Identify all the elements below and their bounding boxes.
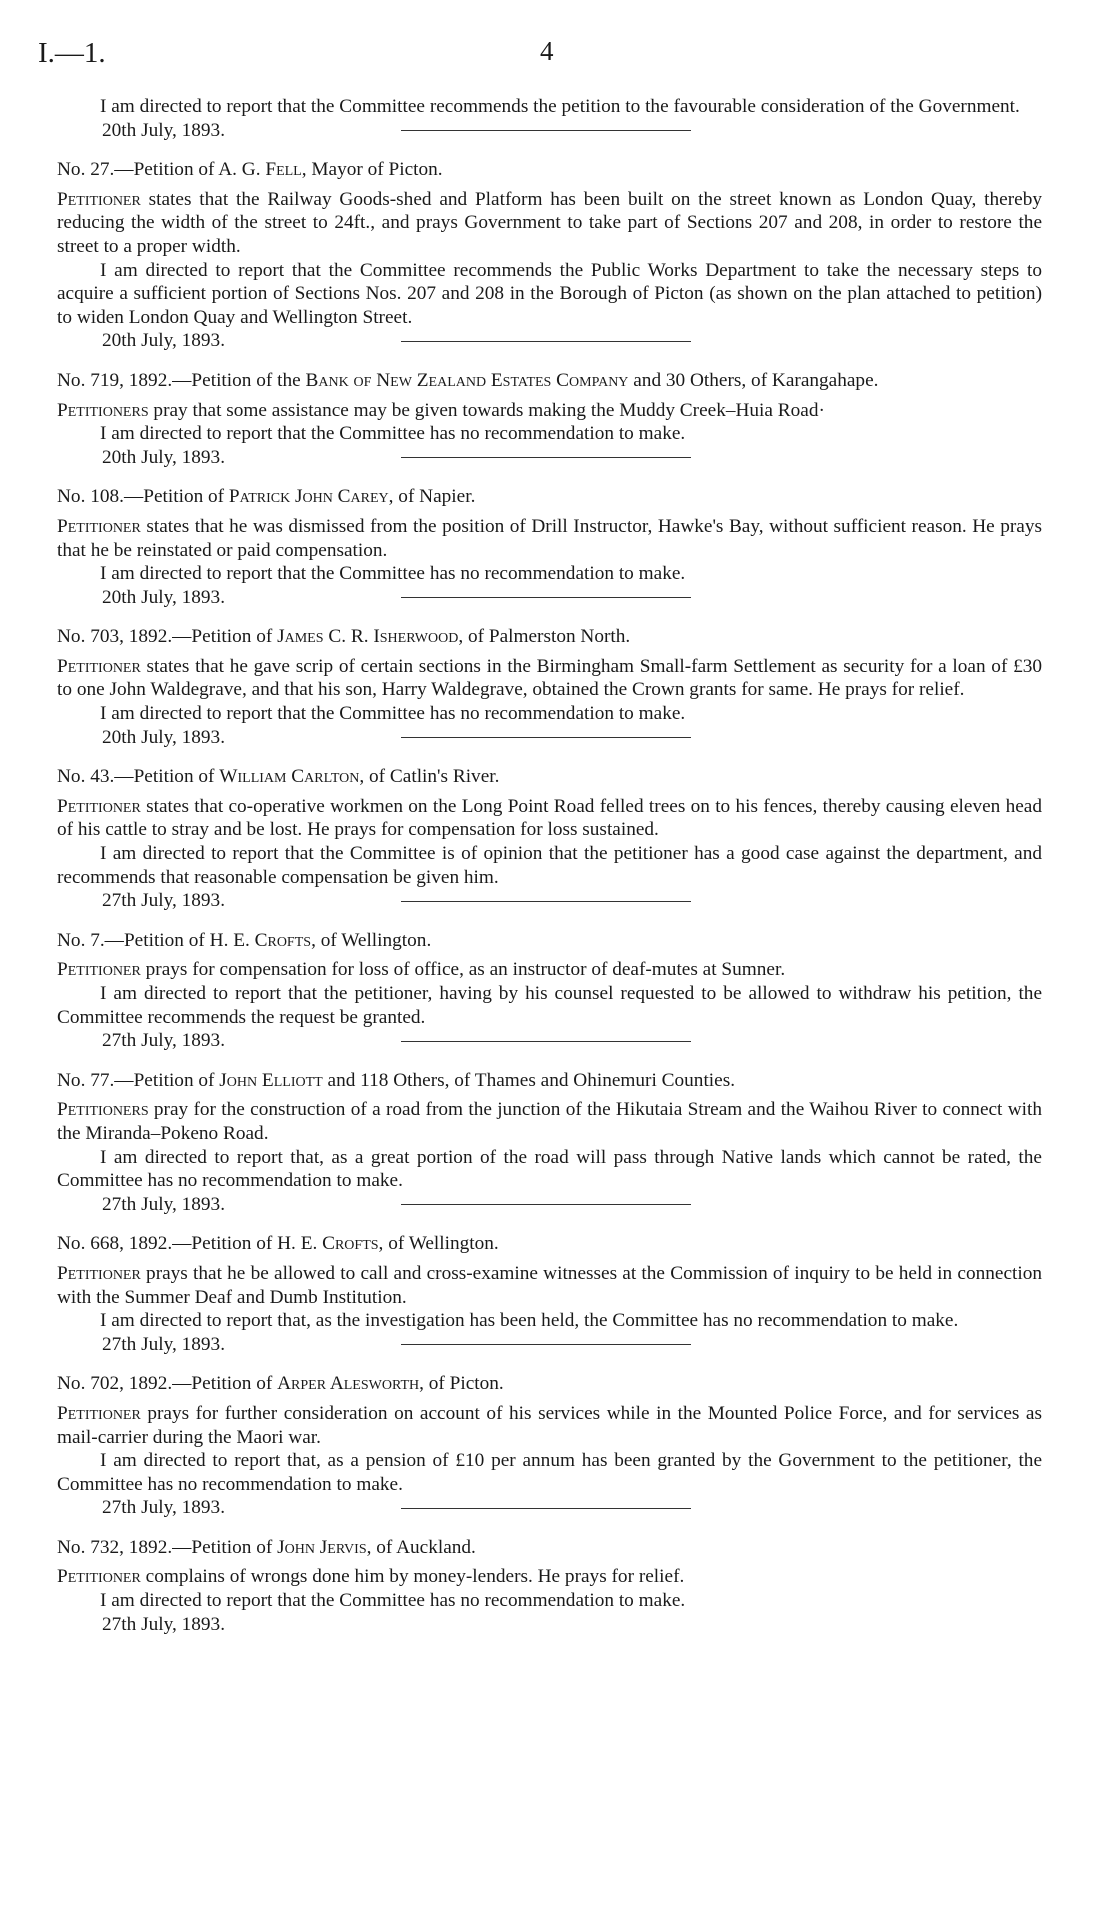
section-rule — [401, 1344, 691, 1345]
report-date: 27th July, 1893. — [102, 1030, 226, 1052]
petitioner-name: Bank of New Zealand Estates Company — [305, 369, 629, 391]
heading-place: , of Auckland. — [366, 1536, 476, 1558]
separator-row — [57, 1356, 1042, 1372]
committee-report: I am directed to report that the Committee recommends the Public Works Department to take the necessary steps to acquire a sufficient portion of Sections Nos. 207 and 208 in the Borough of Picton (as shown on the plan attached to petition) to widen London Quay and Wellington Street. — [57, 259, 1042, 328]
heading-number: No. 27.—Petition of A. G. — [57, 159, 266, 181]
petition-section — [57, 369, 1042, 469]
petitioner-name: James C. R. Isherwood — [277, 626, 459, 648]
petition-statement — [57, 1402, 1042, 1449]
section-rule — [401, 901, 691, 902]
petitioner-name: Fell — [265, 159, 302, 181]
section-rule — [401, 457, 691, 458]
intro-report: I am directed to report that the Committee recommends the petition to the favourable consideration of the Government. — [100, 96, 1020, 117]
report-date: 20th July, 1893. — [102, 330, 226, 352]
intro-date: 20th July, 1893. — [102, 119, 226, 141]
report-date: 27th July, 1893. — [102, 1497, 226, 1519]
separator-row — [57, 469, 1042, 485]
page-number: 4 — [540, 36, 554, 66]
petitioner-name: Crofts — [254, 929, 312, 951]
committee-report: I am directed to report that, as a great portion of the road will pass through Native lands which cannot be rated, the Committee has no recommendation to make. — [57, 1146, 1042, 1192]
heading-place: , of Picton. — [419, 1373, 504, 1395]
petitioner-name: Crofts — [322, 1233, 379, 1255]
petition-section — [57, 929, 1042, 1053]
petition-section — [57, 1069, 1042, 1217]
petitioner-lead: Petitioners — [57, 1099, 149, 1121]
section-rule — [401, 1041, 691, 1042]
heading-number: No. 703, 1892.—Petition of — [57, 626, 278, 648]
statement-text: prays for compensation for loss of office, as an instructor of deaf-mutes at Sumner. — [140, 959, 786, 981]
petition-heading — [57, 1232, 1042, 1256]
report-date: 27th July, 1893. — [102, 1613, 226, 1635]
committee-report: I am directed to report that the Committee has no recommendation to make. — [100, 703, 686, 725]
section-rule — [401, 737, 691, 738]
petitioner-lead: Petitioner — [57, 959, 141, 981]
petition-statement — [57, 1262, 1042, 1309]
petitioner-lead: Petitioner — [57, 795, 141, 817]
petition-statement — [57, 1565, 1042, 1589]
heading-place: , of Palmerston North. — [458, 626, 631, 648]
heading-place: , of Wellington. — [378, 1233, 499, 1255]
petition-heading — [57, 929, 1042, 953]
heading-place: , of Napier. — [388, 486, 476, 508]
heading-number: No. 108.—Petition of — [57, 486, 229, 508]
petition-section — [57, 765, 1042, 913]
petition-statement — [57, 1098, 1042, 1145]
petition-statement — [57, 188, 1042, 259]
petition-heading — [57, 369, 1042, 393]
petition-statement — [57, 655, 1042, 702]
petitioner-name: Patrick John Carey — [228, 486, 389, 508]
statement-text: pray that some assistance may be given towards making the Muddy Creek–Huia Road· — [148, 399, 825, 421]
heading-number: No. 77.—Petition of — [57, 1069, 220, 1091]
separator-row — [57, 1216, 1042, 1232]
petitioner-lead: Petitioners — [57, 399, 149, 421]
committee-report: I am directed to report that the Committee has no recommendation to make. — [100, 1590, 686, 1612]
petition-list — [57, 142, 1042, 1636]
petitioner-lead: Petitioner — [57, 1566, 141, 1588]
petition-heading — [57, 485, 1042, 509]
committee-report: I am directed to report that the Committee has no recommendation to make. — [100, 423, 686, 445]
report-date: 27th July, 1893. — [102, 1333, 226, 1355]
statement-text: complains of wrongs done him by money-lenders. He prays for relief. — [140, 1566, 685, 1588]
petition-heading — [57, 625, 1042, 649]
report-date: 20th July, 1893. — [102, 586, 226, 608]
petitioner-name: John Jervis — [277, 1536, 367, 1558]
heading-number: No. 702, 1892.—Petition of — [57, 1373, 278, 1395]
petition-statement — [57, 795, 1042, 842]
section-rule — [401, 130, 691, 131]
document-body — [57, 95, 1042, 1636]
heading-place: , of Wellington. — [311, 929, 432, 951]
separator-row — [57, 1520, 1042, 1536]
petition-heading — [57, 1536, 1042, 1560]
separator-row — [57, 353, 1042, 369]
committee-report: I am directed to report that, as a pension of £10 per annum has been granted by the Government to the petitioner, the Committee has no recommendation to make. — [57, 1450, 1042, 1495]
petition-section — [57, 485, 1042, 609]
heading-number: No. 7.—Petition of H. E. — [57, 929, 255, 951]
heading-number: No. 668, 1892.—Petition of H. E. — [57, 1233, 323, 1255]
petition-section — [57, 1232, 1042, 1356]
petitioner-name: John Elliott — [219, 1069, 323, 1091]
petition-heading — [57, 1069, 1042, 1093]
heading-place: and 118 Others, of Thames and Ohinemuri Counties. — [322, 1069, 736, 1091]
heading-place: and 30 Others, of Karangahape. — [628, 369, 879, 391]
petition-heading — [57, 1372, 1042, 1396]
separator-row — [57, 749, 1042, 765]
petition-heading — [57, 158, 1042, 182]
statement-text: states that he gave scrip of certain sections in the Birmingham Small-farm Settlement as security for a loan of £30 to one John Waldegrave, and that his son, Harry Waldegrave, obtained the Crown grants for same. He prays for relief. — [57, 655, 1042, 701]
committee-report: I am directed to report that the Committee is of opinion that the petitioner has a good case against the department, and recommends that reasonable compensation be given him. — [57, 843, 1042, 888]
committee-report: I am directed to report that, as the investigation has been held, the Committee has no recommendation to make. — [100, 1310, 959, 1332]
petitioner-name: Arper Alesworth — [277, 1373, 420, 1395]
section-rule — [401, 1508, 691, 1509]
separator-row — [57, 1053, 1042, 1069]
petition-statement — [57, 958, 1042, 982]
report-date: 20th July, 1893. — [102, 446, 226, 468]
section-rule — [401, 1204, 691, 1205]
heading-number: No. 732, 1892.—Petition of — [57, 1536, 278, 1558]
section-rule — [401, 597, 691, 598]
report-date: 27th July, 1893. — [102, 890, 226, 912]
document-reference: I.—1. — [38, 37, 106, 69]
petitioner-lead: Petitioner — [57, 655, 141, 677]
petitioner-lead: Petitioner — [57, 1262, 141, 1284]
statement-text: states that the Railway Goods-shed and Platform has been built on the street known as London Quay, thereby reducing the width of the street to 24ft., and prays Government to take part of Sections 207 and 208, in order to restore the street to a proper width. — [57, 188, 1042, 257]
statement-text: prays that he be allowed to call and cross-examine witnesses at the Commission of inquiry to be held in connection with the Summer Deaf and Dumb Institution. — [57, 1262, 1042, 1308]
heading-place: , of Catlin's River. — [359, 766, 500, 788]
committee-report: I am directed to report that the petitioner, having by his counsel requested to be allowed to withdraw his petition, the Committee recommends the request be granted. — [57, 983, 1042, 1028]
petitioner-lead: Petitioner — [57, 1402, 141, 1424]
statement-text: states that co-operative workmen on the Long Point Road felled trees on to his fences, thereby causing eleven head of his cattle to stray and be lost. He prays for compensation for loss sustained. — [57, 795, 1042, 841]
petition-section — [57, 625, 1042, 749]
petitioner-name: William Carlton — [219, 766, 360, 788]
heading-number: No. 719, 1892.—Petition of the — [57, 369, 306, 391]
petition-heading — [57, 765, 1042, 789]
petitioner-lead: Petitioner — [57, 515, 141, 537]
committee-report: I am directed to report that the Committee has no recommendation to make. — [100, 563, 686, 585]
separator-row — [57, 609, 1042, 625]
separator-row — [57, 913, 1042, 929]
petition-section — [57, 158, 1042, 353]
petition-section — [57, 1536, 1042, 1636]
separator-row — [57, 142, 1042, 158]
report-date: 20th July, 1893. — [102, 726, 226, 748]
petitioner-lead: Petitioner — [57, 188, 141, 210]
statement-text: prays for further consideration on account of his services while in the Mounted Police Force, and for services as mail-carrier during the Maori war. — [57, 1402, 1042, 1448]
petition-statement — [57, 399, 1042, 423]
section-rule — [401, 341, 691, 342]
heading-place: , Mayor of Picton. — [301, 159, 443, 181]
report-date: 27th July, 1893. — [102, 1193, 226, 1215]
petition-statement — [57, 515, 1042, 562]
heading-number: No. 43.—Petition of — [57, 766, 220, 788]
statement-text: states that he was dismissed from the position of Drill Instructor, Hawke's Bay, without sufficient reason. He prays that he be reinstated or paid compensation. — [57, 515, 1042, 561]
petition-section — [57, 1372, 1042, 1520]
statement-text: pray for the construction of a road from the junction of the Hikutaia Stream and the Waihou River to connect with the Miranda–Pokeno Road. — [57, 1099, 1042, 1144]
